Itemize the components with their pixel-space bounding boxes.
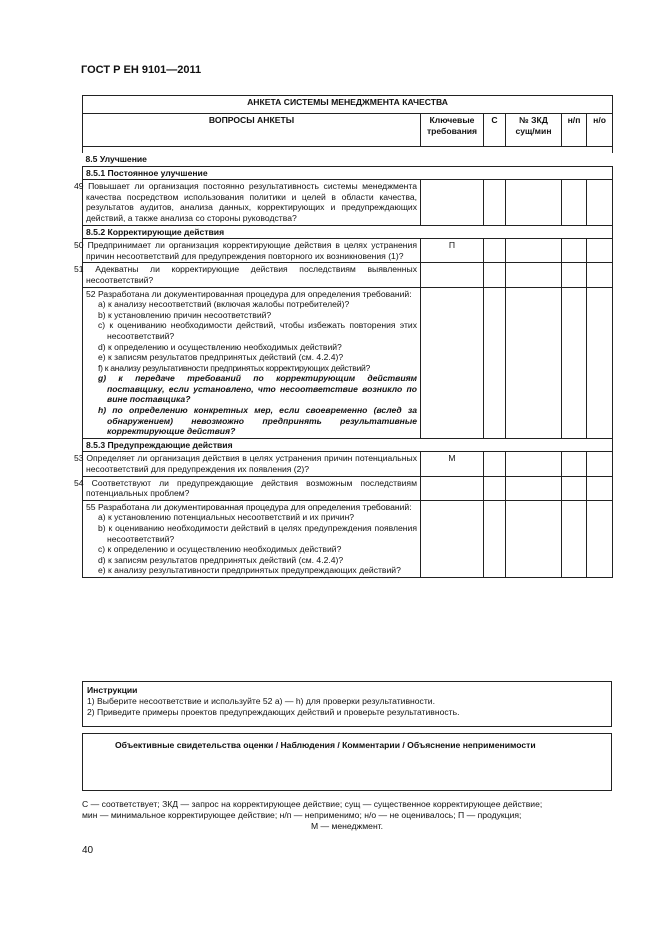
evidence-box — [82, 733, 612, 791]
col-c: С — [484, 114, 506, 147]
instruction-item-2: 2) Приведите примеры проектов предупреждающих действий и проверьте результативность. — [87, 707, 460, 717]
question-55-c: c) к определению и осуществлению необходимых действий? — [98, 544, 342, 555]
col-no: н/о — [587, 114, 613, 147]
subsection-8-5-2: 8.5.2 Корректирующие действия — [83, 225, 613, 239]
subsection-8-5-3: 8.5.3 Предупреждающие действия — [83, 438, 613, 452]
table-row — [83, 180, 613, 225]
question-51: 51 Адекватны ли корректирующие действия последствиям выявленных несоответствий? — [83, 263, 421, 287]
question-52-e: e) к записям результатов предпринятых действий (см. 4.2.4)? — [98, 352, 344, 363]
col-np: н/п — [562, 114, 587, 147]
question-55-b: b) к оцениванию необходимости действий в целях предупреждения появления несоответствий? — [98, 523, 417, 544]
question-55-d: d) к записям результатов предпринятых действий (см. 4.2.4)? — [98, 554, 344, 565]
question-52: 52 Разработана ли документированная процедура для определения требований: — [86, 288, 412, 299]
legend-line-1: С — соответствует; ЗКД — запрос на корректирующее действие; сущ — существенное корректирующее действие; — [82, 799, 543, 809]
question-52-c: c) к оцениванию необходимости действий, чтобы избежать повторения этих несоответствий? — [98, 320, 417, 341]
subsection-8-5-1: 8.5.1 Постоянное улучшение — [83, 166, 613, 180]
question-54: 54 Соответствуют ли предупреждающие действия возможным последствиям потенциальных проблем? — [83, 476, 421, 500]
question-52-a: a) к анализу несоответствий (включая жалобы потребителей)? — [98, 299, 350, 310]
table-title: АНКЕТА СИСТЕМЫ МЕНЕДЖМЕНТА КАЧЕСТВА — [83, 96, 613, 114]
key-requirement-53: М — [421, 452, 484, 476]
section-heading: 8.5 Улучшение — [83, 153, 613, 166]
table-row — [83, 476, 613, 500]
document-standard-header: ГОСТ Р ЕН 9101—2011 — [81, 64, 202, 76]
table-row — [83, 500, 613, 577]
question-55-e: e) к анализу результативности предпринятых предупреждающих действий? — [98, 565, 401, 576]
table-row — [83, 452, 613, 476]
question-52-g: g) к передаче требований по корректирующим действиям поставщику, если установлено, что несоответствие возникло по вине поставщика? — [98, 373, 417, 405]
instructions-title: Инструкции — [87, 685, 138, 695]
instructions-box — [82, 681, 612, 727]
questionnaire-table — [74, 95, 613, 578]
col-questions: ВОПРОСЫ АНКЕТЫ — [83, 114, 421, 147]
instruction-item-1: 1) Выберите несоответствие и используйте 52 a) — h) для проверки результативности. — [87, 696, 435, 706]
col-zkd: № ЗКД сущ/мин — [506, 114, 562, 147]
page-number: 40 — [82, 845, 94, 856]
question-55: 55 Разработана ли документированная процедура для определения требований: — [86, 501, 412, 512]
question-52-b: b) к установлению причин несоответствий? — [98, 309, 272, 320]
question-49: 49 Повышает ли организация постоянно результативность системы менеджмента качества посредством использования политики и целей в области качества, результатов аудитов, анализа данных, корректирующих и предупреждающих действий, а также анализа со стороны руководства? — [83, 180, 421, 225]
question-55-a: a) к установлению потенциальных несоответствий и их причин? — [98, 512, 355, 523]
question-52-h: h) по определению конкретных мер, если своевременно (вслед за обнаружением) невозможно предпринять результативные корректирующие действия? — [98, 405, 417, 437]
table-row — [83, 239, 613, 263]
table-row — [83, 287, 613, 438]
question-52-d: d) к определению и осуществлению необходимых действий? — [98, 341, 342, 352]
question-50: 50 Предпринимает ли организация корректирующие действия в целях устранения причин несоответствий для предупреждения повторного их возникновения (1)? — [83, 239, 421, 263]
question-53: 53 Определяет ли организация действия в целях устранения причин потенциальных несоответствий для предупреждения их появления (2)? — [83, 452, 421, 476]
legend-line-3: М — менеджмент. — [310, 821, 384, 831]
legend — [82, 799, 612, 832]
question-52-f: f) к анализу результативности предпринятых корректирующих действий? — [98, 362, 370, 373]
evidence-title: Объективные свидетельства оценки / Наблюдения / Комментарии / Объяснение неприменимости — [115, 740, 536, 750]
table-row — [83, 263, 613, 287]
key-requirement-50: П — [421, 239, 484, 263]
col-key-requirements: Ключевые требования — [421, 114, 484, 147]
legend-line-2: мин — минимальное корректирующее действие; н/п — неприменимо; н/о — не оценивалось; П — продукция; — [82, 810, 522, 820]
